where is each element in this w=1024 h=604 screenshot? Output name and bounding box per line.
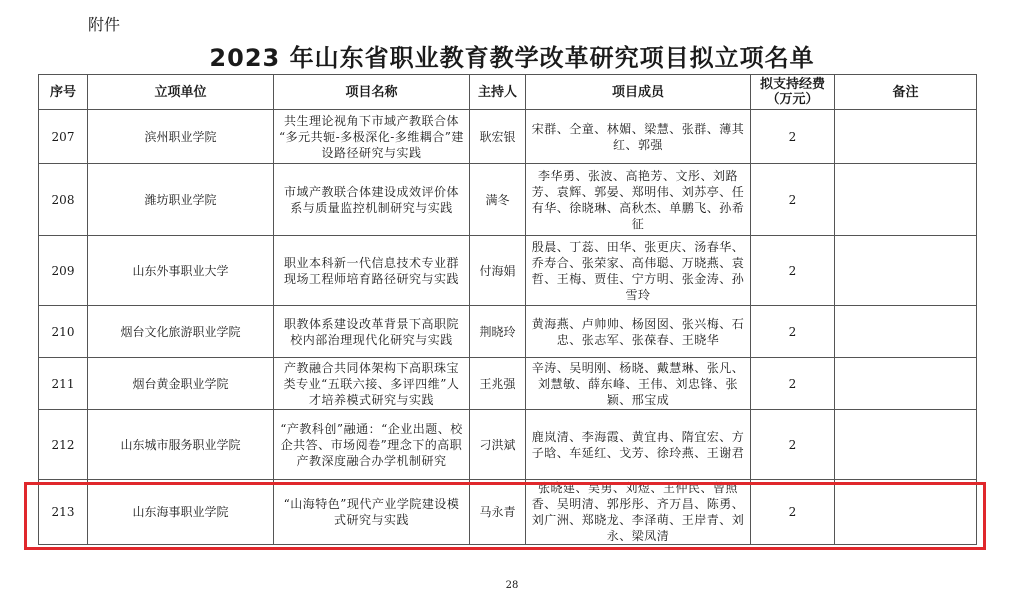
header-members: 项目成员 bbox=[526, 75, 751, 110]
cell-unit: 山东海事职业学院 bbox=[88, 480, 274, 545]
cell-host: 耿宏银 bbox=[470, 110, 526, 164]
cell-seq: 209 bbox=[39, 236, 88, 306]
cell-members: 辛涛、吴明刚、杨晓、戴慧琳、张凡、刘慧敏、薛东峰、王伟、刘忠锋、张颖、邢宝成 bbox=[526, 358, 751, 410]
cell-funding: 2 bbox=[751, 164, 835, 236]
table-row bbox=[39, 358, 977, 410]
page-number: 28 bbox=[505, 580, 519, 591]
cell-members: 鹿岚清、李海霞、黄宜冉、隋宜宏、方子晗、车延红、戈芳、徐玲燕、王谢君 bbox=[526, 410, 751, 480]
cell-seq: 210 bbox=[39, 306, 88, 358]
cell-unit: 滨州职业学院 bbox=[88, 110, 274, 164]
cell-project: “产教科创”融通：“企业出题、校企共答、市场阅卷”理念下的高职产教深度融合办学机制研究 bbox=[274, 410, 470, 480]
header-funding: 拟支持经费（万元） bbox=[751, 75, 835, 110]
header-seq: 序号 bbox=[39, 75, 88, 110]
cell-remarks bbox=[835, 306, 977, 358]
table-row bbox=[39, 410, 977, 480]
header-remarks: 备注 bbox=[835, 75, 977, 110]
attachment-label: 附件 bbox=[88, 15, 121, 34]
document-title: 2023 年山东省职业教育教学改革研究项目拟立项名单 bbox=[209, 44, 815, 72]
cell-funding: 2 bbox=[751, 410, 835, 480]
header-host: 主持人 bbox=[470, 75, 526, 110]
cell-host: 满冬 bbox=[470, 164, 526, 236]
cell-project: 职教体系建设改革背景下高职院校内部治理现代化研究与实践 bbox=[274, 306, 470, 358]
table-row bbox=[39, 164, 977, 236]
cell-seq: 211 bbox=[39, 358, 88, 410]
cell-remarks bbox=[835, 358, 977, 410]
cell-funding: 2 bbox=[751, 236, 835, 306]
cell-funding: 2 bbox=[751, 306, 835, 358]
cell-remarks bbox=[835, 164, 977, 236]
cell-funding: 2 bbox=[751, 358, 835, 410]
cell-host: 王兆强 bbox=[470, 358, 526, 410]
cell-members: 张晓建、吴勇、刘煜、王仲民、曾照香、吴明清、郭彤彤、齐万昌、陈勇、刘广洲、郑晓龙、李泽萌、王岸青、刘永、梁凤清 bbox=[526, 480, 751, 545]
table-row bbox=[39, 236, 977, 306]
project-table bbox=[38, 74, 977, 545]
cell-project: 共生理论视角下市域产教联合体 “多元共轭-多极深化-多维耦合”建设路径研究与实践 bbox=[274, 110, 470, 164]
cell-project: “山海特色”现代产业学院建设模式研究与实践 bbox=[274, 480, 470, 545]
cell-seq: 207 bbox=[39, 110, 88, 164]
cell-funding: 2 bbox=[751, 110, 835, 164]
header-unit: 立项单位 bbox=[88, 75, 274, 110]
cell-members: 宋群、仝童、林媚、梁慧、张群、薄其红、郭强 bbox=[526, 110, 751, 164]
cell-members: 殷晨、丁蕊、田华、张更庆、汤春华、乔寿合、张荣家、高伟聪、万晓燕、袁哲、王梅、贾佳、宁方明、张金涛、孙雪玲 bbox=[526, 236, 751, 306]
cell-project: 职业本科新一代信息技术专业群现场工程师培育路径研究与实践 bbox=[274, 236, 470, 306]
cell-funding: 2 bbox=[751, 480, 835, 545]
table-row bbox=[39, 110, 977, 164]
table-row bbox=[39, 306, 977, 358]
cell-seq: 213 bbox=[39, 480, 88, 545]
highlight-box-row-213 bbox=[24, 482, 986, 550]
cell-host: 付海娟 bbox=[470, 236, 526, 306]
cell-seq: 208 bbox=[39, 164, 88, 236]
cell-host: 荆晓玲 bbox=[470, 306, 526, 358]
cell-remarks bbox=[835, 410, 977, 480]
cell-unit: 烟台文化旅游职业学院 bbox=[88, 306, 274, 358]
cell-unit: 山东城市服务职业学院 bbox=[88, 410, 274, 480]
cell-members: 黄海燕、卢帅帅、杨囡囡、张兴梅、石忠、张志军、张葆春、王晓华 bbox=[526, 306, 751, 358]
cell-remarks bbox=[835, 110, 977, 164]
cell-seq: 212 bbox=[39, 410, 88, 480]
cell-unit: 潍坊职业学院 bbox=[88, 164, 274, 236]
cell-host: 马永青 bbox=[470, 480, 526, 545]
cell-members: 李华勇、张波、高艳芳、文彤、刘路芳、袁辉、郭晏、郑明伟、刘苏亭、任有华、徐晓琳、高秋杰、单鹏飞、孙希征 bbox=[526, 164, 751, 236]
header-project: 项目名称 bbox=[274, 75, 470, 110]
cell-unit: 烟台黄金职业学院 bbox=[88, 358, 274, 410]
cell-project: 产教融合共同体架构下高职珠宝类专业“五联六接、多评四维”人才培养模式研究与实践 bbox=[274, 358, 470, 410]
cell-project: 市域产教联合体建设成效评价体系与质量监控机制研究与实践 bbox=[274, 164, 470, 236]
table-header-row bbox=[39, 75, 977, 110]
cell-remarks bbox=[835, 236, 977, 306]
cell-unit: 山东外事职业大学 bbox=[88, 236, 274, 306]
cell-host: 刁洪斌 bbox=[470, 410, 526, 480]
